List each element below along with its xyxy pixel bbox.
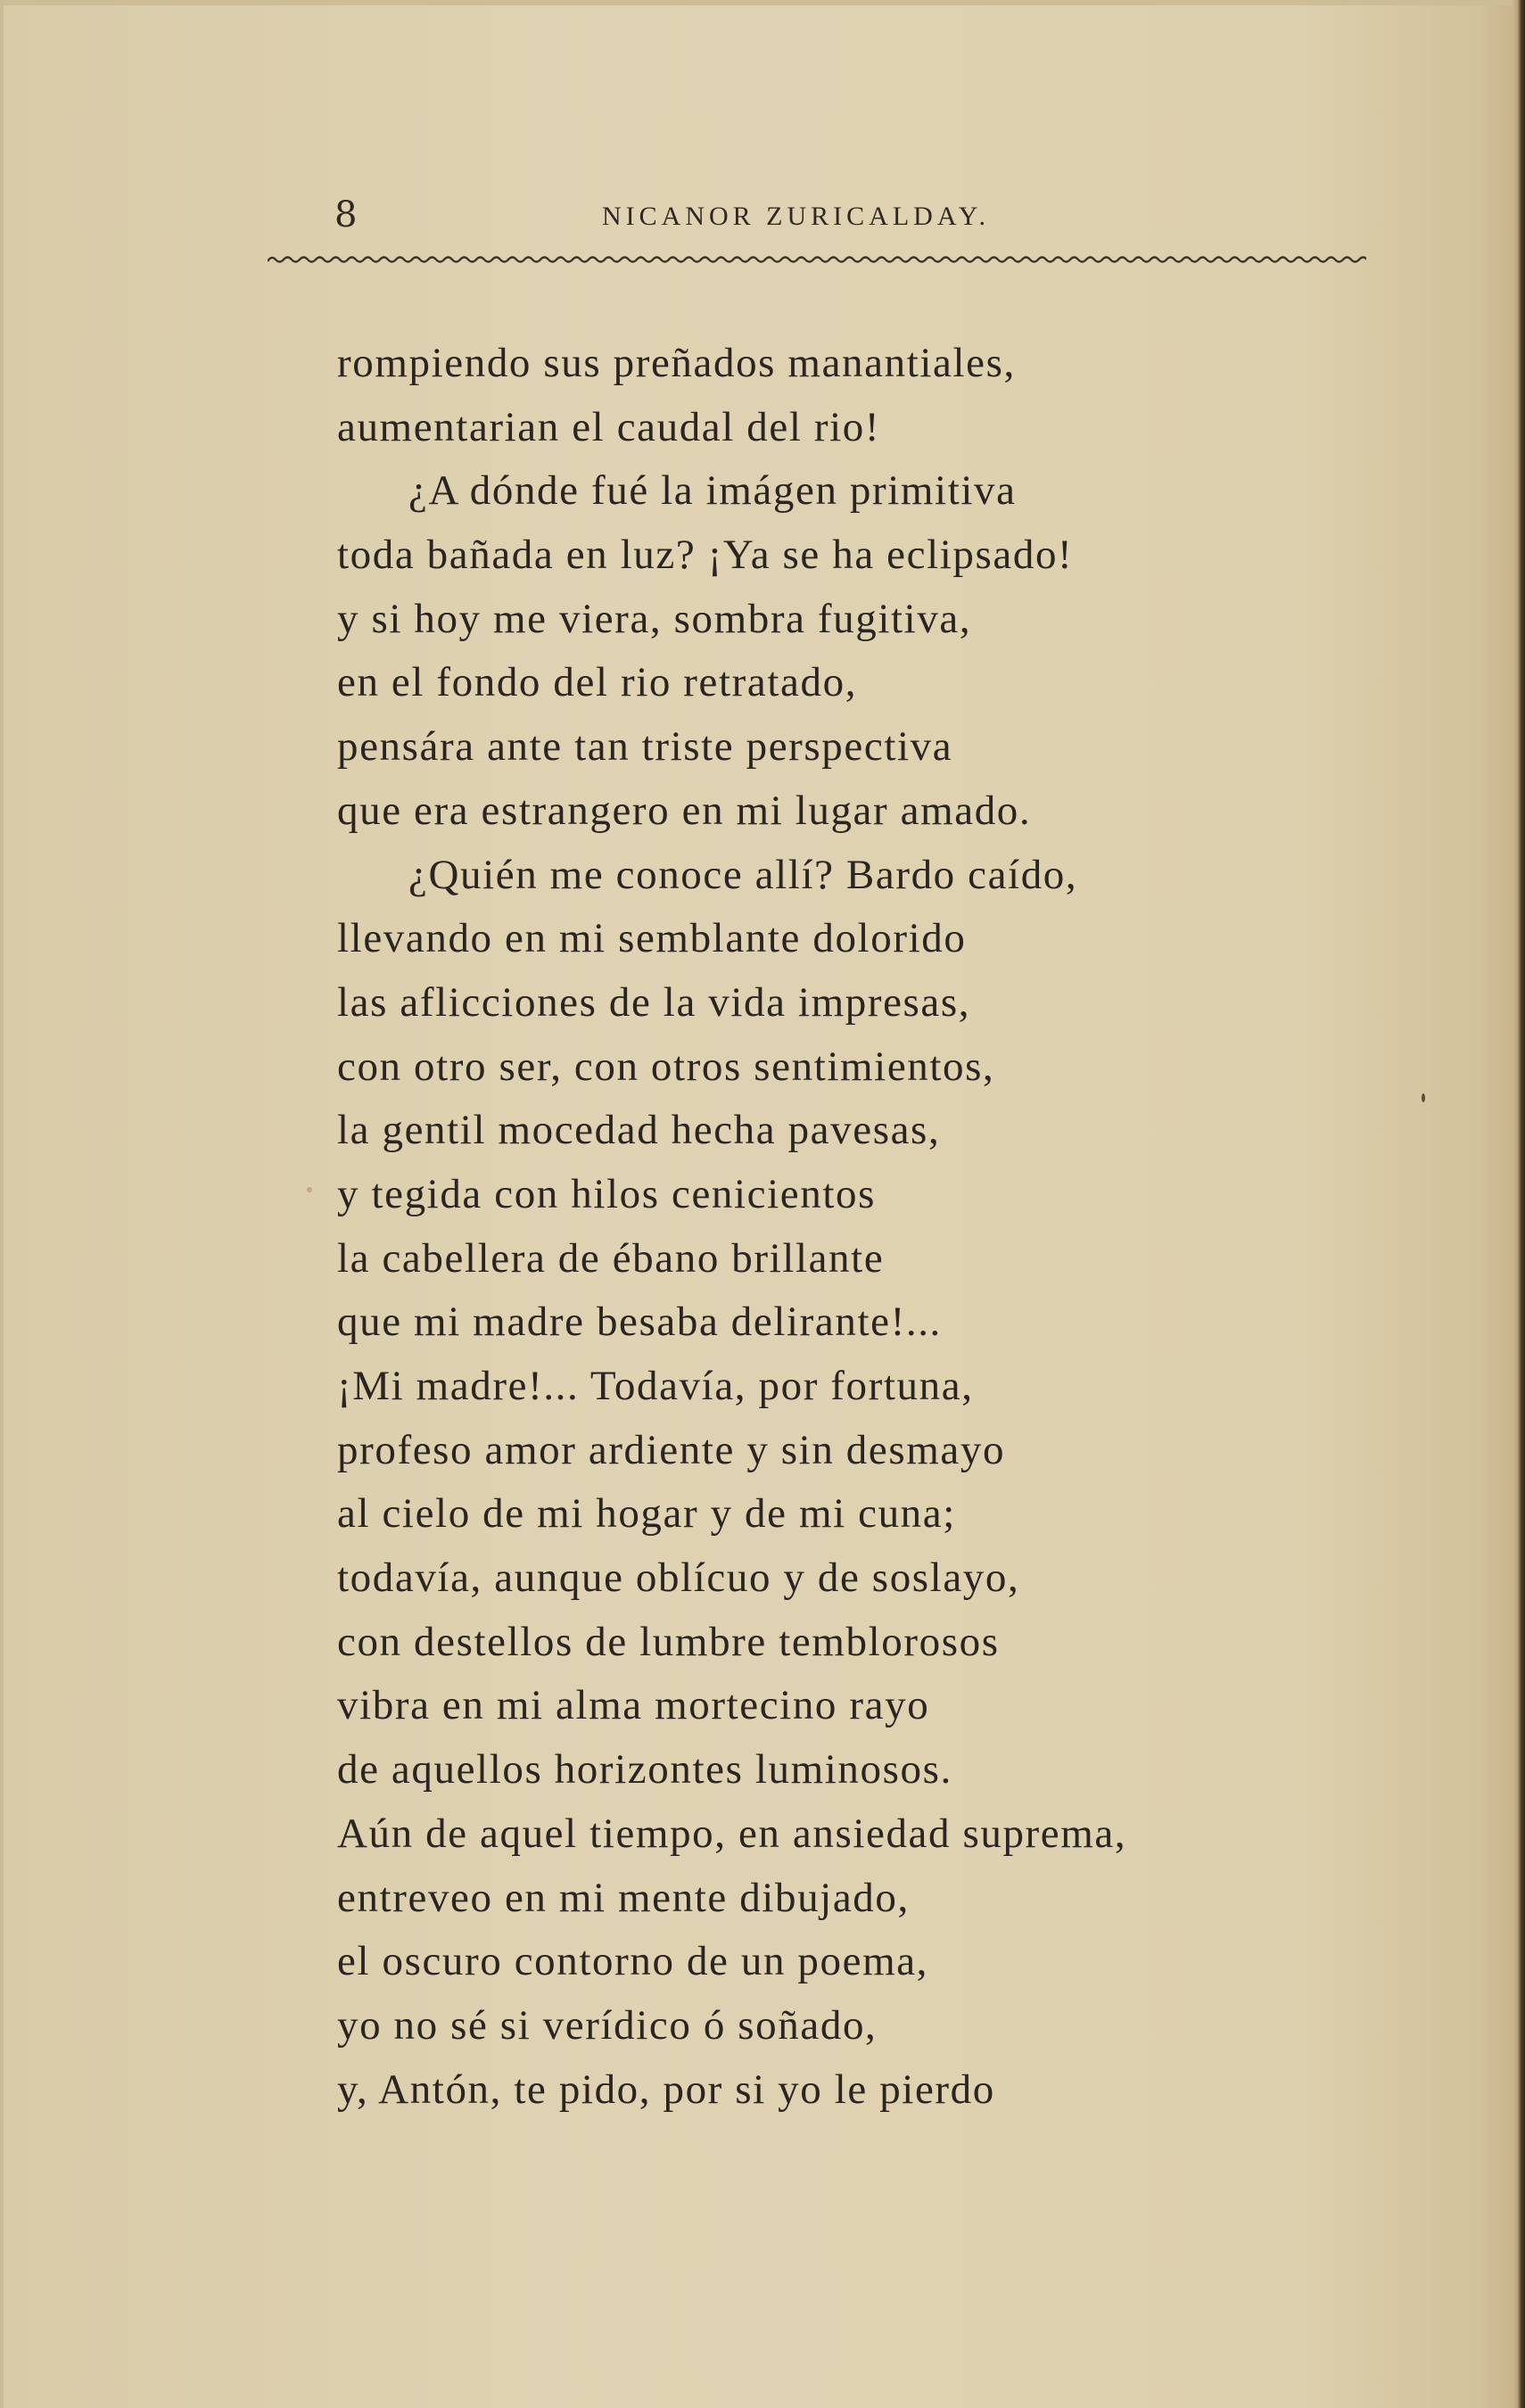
verse-line: vibra en mi alma mortecino rayo (337, 1682, 930, 1729)
verse-line: y, Antón, te pido, por si yo le pierdo (337, 2066, 995, 2113)
verse-line: aumentarian el caudal del rio! (337, 403, 881, 450)
ornamental-rule (268, 253, 1366, 266)
verse-line: rompiendo sus preñados manantiales, (337, 340, 1016, 386)
verse-line: profeso amor ardiente y sin desmayo (337, 1426, 1006, 1473)
verse-line: Aún de aquel tiempo, en ansiedad suprema, (337, 1810, 1127, 1857)
verse-line: pensára ante tan triste perspectiva (337, 723, 953, 771)
verse-line: al cielo de mi hogar y de mi cuna; (337, 1490, 956, 1538)
verse-line: la cabellera de ébano brillante (337, 1234, 885, 1282)
verse-line: en el fondo del rio retratado, (337, 659, 858, 706)
verse-line: la gentil mocedad hecha pavesas, (337, 1107, 941, 1154)
verse-line: con otro ser, con otros sentimientos, (337, 1043, 995, 1090)
verse-line: y si hoy me viera, sombra fugitiva, (337, 595, 972, 642)
page-left-edge (0, 0, 4, 2408)
page-binding-edge (1513, 0, 1525, 2408)
paper-speck (1422, 1093, 1425, 1102)
page-header (334, 194, 1360, 239)
paper-speck (307, 1187, 312, 1192)
verse-line: entreveo en mi mente dibujado, (337, 1874, 910, 1921)
poem-verse (337, 332, 1372, 2122)
verse-line: todavía, aunque oblícuo y de soslayo, (337, 1554, 1020, 1602)
wavy-rule-graphic (268, 253, 1366, 266)
verse-line: llevando en mi semblante dolorido (337, 915, 967, 962)
page-number: 8 (334, 194, 358, 235)
page-top-edge (0, 0, 1525, 5)
verse-line: ¿Quién me conoce allí? Bardo caído, (408, 851, 1078, 898)
verse-line: que era estrangero en mi lugar amado. (337, 787, 1032, 834)
verse-line: que mi madre besaba delirante!... (337, 1299, 942, 1346)
verse-line: ¿A dónde fué la imágen primitiva (408, 467, 1017, 515)
verse-line: el oscuro contorno de un poema, (337, 1938, 929, 1985)
verse-line: las aflicciones de la vida impresas, (337, 978, 971, 1026)
verse-line: yo no sé si verídico ó soñado, (337, 2001, 878, 2049)
verse-line: con destellos de lumbre temblorosos (337, 1618, 1000, 1665)
verse-line: de aquellos horizontes luminosos. (337, 1746, 952, 1794)
verse-line: toda bañada en luz? ¡Ya se ha eclipsado! (337, 532, 1074, 579)
verse-line: ¡Mi madre!... Todavía, por fortuna, (337, 1363, 974, 1409)
verse-line: y tegida con hilos cenicientos (337, 1170, 877, 1217)
running-head: NICANOR ZURICALDAY. (602, 202, 991, 231)
